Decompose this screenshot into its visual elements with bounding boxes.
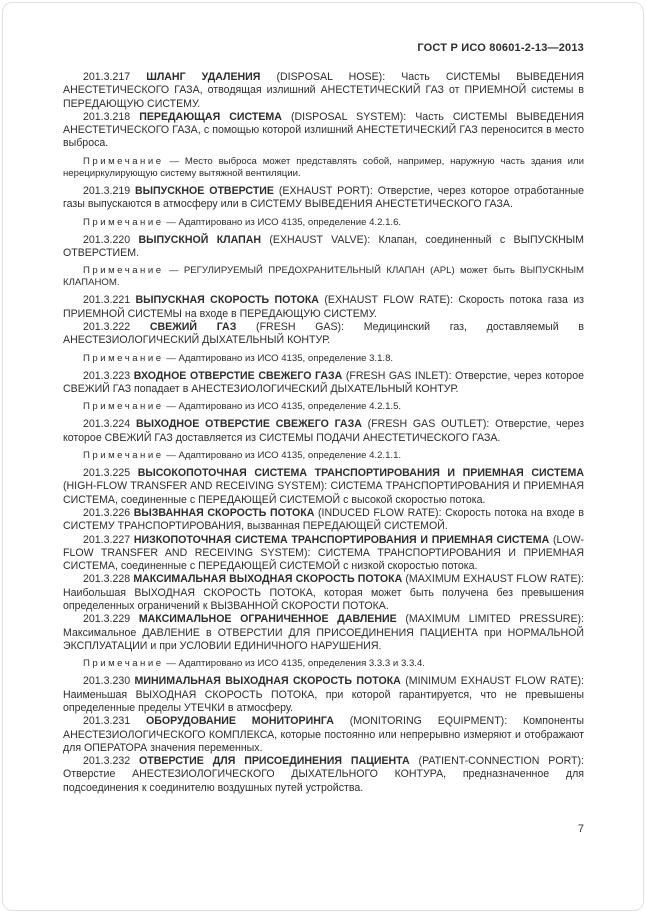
term-paragraph <box>63 321 584 348</box>
term-definition: (DISPOSAL HOSE): Часть СИСТЕМЫ ВЫВЕДЕНИЯ АНЕСТЕТИЧЕСКОГО ГАЗА, отводящая излишний АНЕСТЕТИЧЕСКИЙ ГАЗ от ПРИЕМНОЙ системы в ПЕРЕДАЮЩУЮ СИСТЕМУ. <box>63 71 584 110</box>
page-number: 7 <box>577 823 584 835</box>
term-paragraph <box>63 573 584 613</box>
term-paragraph <box>63 234 584 261</box>
note-paragraph <box>63 658 584 670</box>
note-label: Примечание <box>83 450 164 461</box>
term-definition: (FRESH GAS): Медицинский газ, доставляемый в АНЕСТЕЗИОЛОГИЧЕСКИЙ ДЫХАТЕЛЬНЫЙ КОНТУР. <box>63 321 584 347</box>
term-definition: (FRESH GAS OUTLET): Отверстие, через которое СВЕЖИЙ ГАЗ доставляется из СИСТЕМЫ ПОДАЧИ АНЕСТЕТИЧЕСКОГО ГАЗА. <box>63 418 584 444</box>
term-title: НИЗКОПОТОЧНАЯ СИСТЕМА ТРАНСПОРТИРОВАНИЯ И ПРИЕМНАЯ СИСТЕМА <box>133 533 550 546</box>
page-footer <box>578 823 584 835</box>
page-header <box>63 42 584 54</box>
note-text: — РЕГУЛИРУЕМЫЙ ПРЕДОХРАНИТЕЛЬНЫЙ КЛАПАН (APL) может быть ВЫПУСКНЫМ КЛАПАНОМ. <box>63 265 584 289</box>
note-label: Примечание <box>83 401 164 413</box>
term-definition: (MAXIMUM EXHAUST FLOW RATE): Наибольшая ВЫХОДНАЯ СКОРОСТЬ ПОТОКА, которая может быть получена без превышения определенных ограничений к ВЫЗВАННОЙ СКОРОСТИ ПОТОКА. <box>63 573 584 613</box>
note-text: — Адаптировано из ИСО 4135, определение 4.2.1.1. <box>166 450 402 461</box>
term-paragraph <box>63 675 584 715</box>
term-paragraph <box>63 715 584 755</box>
term-definition: (LOW-FLOW TRANSFER AND RECEIVING SYSTEM): СИСТЕМА ТРАНСПОРТИРОВАНИЯ И ПРИЕМНАЯ СИСТЕМА, соединенные с ПЕРЕДАЮЩЕЙ СИСТЕМОЙ с низкой скоростью потока. <box>63 533 584 573</box>
term-number: 201.3.230 <box>83 675 131 688</box>
term-definition: (PATIENT-CONNECTION PORT): Отверстие АНЕСТЕЗИОЛОГИЧЕСКОГО ДЫХАТЕЛЬНОГО КОНТУРА, предназначенное для подсоединения к соединителю воздушных путей устройства. <box>63 755 584 794</box>
term-number: 201.3.224 <box>83 418 131 431</box>
term-paragraph <box>63 467 584 507</box>
term-number: 201.3.225 <box>83 467 131 480</box>
term-title: ВЫПУСКНАЯ СКОРОСТЬ ПОТОКА <box>135 294 319 307</box>
document-body <box>63 71 584 795</box>
term-paragraph <box>63 71 584 111</box>
term-title: МАКСИМАЛЬНАЯ ВЫХОДНАЯ СКОРОСТЬ ПОТОКА <box>133 573 403 586</box>
note-paragraph <box>63 265 584 289</box>
term-number: 201.3.223 <box>83 369 131 382</box>
term-title: ОТВЕРСТИЕ ДЛЯ ПРИСОЕДИНЕНИЯ ПАЦИЕНТА <box>139 755 410 768</box>
term-number: 201.3.217 <box>83 71 131 83</box>
term-title: МАКСИМАЛЬНОЕ ОГРАНИЧЕННОЕ ДАВЛЕНИЕ <box>138 613 397 626</box>
note-text: — Адаптировано из ИСО 4135, определения 3.3.3 и 3.3.4. <box>166 658 425 670</box>
term-number: 201.3.231 <box>83 715 131 728</box>
note-text: — Место выброса может представлять собой, например, наружную часть здания или нерециркулирующую систему вытяжной вентиляции. <box>63 155 584 179</box>
term-paragraph <box>63 534 584 574</box>
term-paragraph <box>63 111 584 151</box>
note-label: Примечание <box>83 155 164 167</box>
term-definition: (DISPOSAL SYSTEM): Часть СИСТЕМЫ ВЫВЕДЕНИЯ АНЕСТЕТИЧЕСКОГО ГАЗА, с помощью которой излишний АНЕСТЕТИЧЕСКИЙ ГАЗ переносится в место выброса. <box>63 110 584 150</box>
term-number: 201.3.229 <box>83 613 131 626</box>
note-label: Примечание <box>83 658 164 670</box>
term-title: ВЫПУСКНОЕ ОТВЕРСТИЕ <box>135 184 274 197</box>
term-title: ПЕРЕДАЮЩАЯ СИСТЕМА <box>139 110 282 123</box>
term-title: ВХОДНОЕ ОТВЕРСТИЕ СВЕЖЕГО ГАЗА <box>133 369 343 382</box>
note-text: — Адаптировано из ИСО 4135, определение 3.1.8. <box>166 352 394 364</box>
term-number: 201.3.218 <box>83 110 131 123</box>
term-definition: (EXHAUST FLOW RATE): Скорость потока газа из ПРИЕМНОЙ СИСТЕМЫ на входе в ПЕРЕДАЮЩУЮ СИСТЕМУ. <box>63 294 585 320</box>
term-paragraph <box>63 370 584 397</box>
term-title: СВЕЖИЙ ГАЗ <box>149 321 237 334</box>
term-number: 201.3.232 <box>83 755 131 768</box>
term-number: 201.3.219 <box>83 184 131 197</box>
term-number: 201.3.226 <box>83 506 131 519</box>
term-definition: (EXHAUST PORT): Отверстие, через которое отработанные газы выпускаются в атмосферу или в СИСТЕМУ ВЫВЕДЕНИЯ АНЕСТЕТИЧЕСКОГО ГАЗА. <box>63 184 585 211</box>
note-label: Примечание <box>83 352 164 364</box>
note-paragraph <box>63 401 584 413</box>
note-label: Примечание <box>83 216 164 228</box>
term-title: ОБОРУДОВАНИЕ МОНИТОРИНГА <box>145 715 334 728</box>
term-paragraph <box>63 185 584 212</box>
term-number: 201.3.227 <box>83 533 131 546</box>
term-paragraph <box>63 755 584 795</box>
term-definition: (FRESH GAS INLET): Отверстие, через которое СВЕЖИЙ ГАЗ попадает в АНЕСТЕЗИОЛОГИЧЕСКИЙ ДЫХАТЕЛЬНЫЙ КОНТУР. <box>63 369 584 396</box>
term-definition: (MAXIMUM LIMITED PRESSURE): Максимальное ДАВЛЕНИЕ в ОТВЕРСТИИ ДЛЯ ПРИСОЕДИНЕНИЯ ПАЦИЕНТА при НОРМАЛЬНОЙ ЭКСПЛУАТАЦИИ и при УСЛОВИИ ЕДИНИЧНОГО НАРУШЕНИЯ. <box>63 613 584 652</box>
standard-designation: ГОСТ Р ИСО 80601-2-13—2013 <box>417 42 584 54</box>
term-paragraph <box>63 418 584 445</box>
note-text: — Адаптировано из ИСО 4135, определение 4.2.1.5. <box>166 401 402 413</box>
note-text: — Адаптировано из ИСО 4135, определение 4.2.1.6. <box>166 216 402 228</box>
term-title: ВЫПУСКНОЙ КЛАПАН <box>138 233 262 246</box>
term-number: 201.3.222 <box>83 321 131 334</box>
note-label: Примечание <box>83 265 164 277</box>
note-paragraph <box>63 353 584 365</box>
term-paragraph <box>63 507 584 534</box>
term-number: 201.3.220 <box>83 233 131 246</box>
term-title: ШЛАНГ УДАЛЕНИЯ <box>146 71 261 83</box>
term-definition: (HIGH-FLOW TRANSFER AND RECEIVING SYSTEM): СИСТЕМА ТРАНСПОРТИРОВАНИЯ И ПРИЕМНАЯ СИСТЕМА, соединенные с ПЕРЕДАЮЩЕЙ СИСТЕМОЙ с высокой скоростью потока. <box>63 480 584 506</box>
term-definition: (EXHAUST VALVE): Клапан, соединенный с ВЫПУСКНЫМ ОТВЕРСТИЕМ. <box>63 233 585 259</box>
term-number: 201.3.228 <box>83 573 131 586</box>
term-title: ВЫСОКОПОТОЧНАЯ СИСТЕМА ТРАНСПОРТИРОВАНИЯ И ПРИЕМНАЯ СИСТЕМА <box>137 467 584 480</box>
term-definition: (MINIMUM EXHAUST FLOW RATE): Наименьшая ВЫХОДНАЯ СКОРОСТЬ ПОТОКА, при которой гарантируется, что не превышены определенные пределы УТЕЧКИ в атмосферу. <box>63 675 584 714</box>
term-definition: (INDUCED FLOW RATE): Скорость потока на входе в СИСТЕМУ ТРАНСПОРТИРОВАНИЯ, вызванная ПЕРЕДАЮЩЕЙ СИСТЕМОЙ. <box>63 506 584 533</box>
term-title: ВЫЗВАННАЯ СКОРОСТЬ ПОТОКА <box>133 506 315 519</box>
term-paragraph <box>63 613 584 653</box>
term-paragraph <box>63 294 584 321</box>
term-title: МИНИМАЛЬНАЯ ВЫХОДНАЯ СКОРОСТЬ ПОТОКА <box>134 675 401 688</box>
note-paragraph <box>63 217 584 229</box>
term-number: 201.3.221 <box>83 294 131 307</box>
note-paragraph <box>63 450 584 462</box>
term-definition: (MONITORING EQUIPMENT): Компоненты АНЕСТЕЗИОЛОГИЧЕСКОГО КОМПЛЕКСА, которые постоянно или непрерывно измеряют и отображают для ОПЕРАТОРА значения переменных. <box>63 715 584 754</box>
note-paragraph <box>63 156 584 180</box>
term-title: ВЫХОДНОЕ ОТВЕРСТИЕ СВЕЖЕГО ГАЗА <box>135 418 362 431</box>
